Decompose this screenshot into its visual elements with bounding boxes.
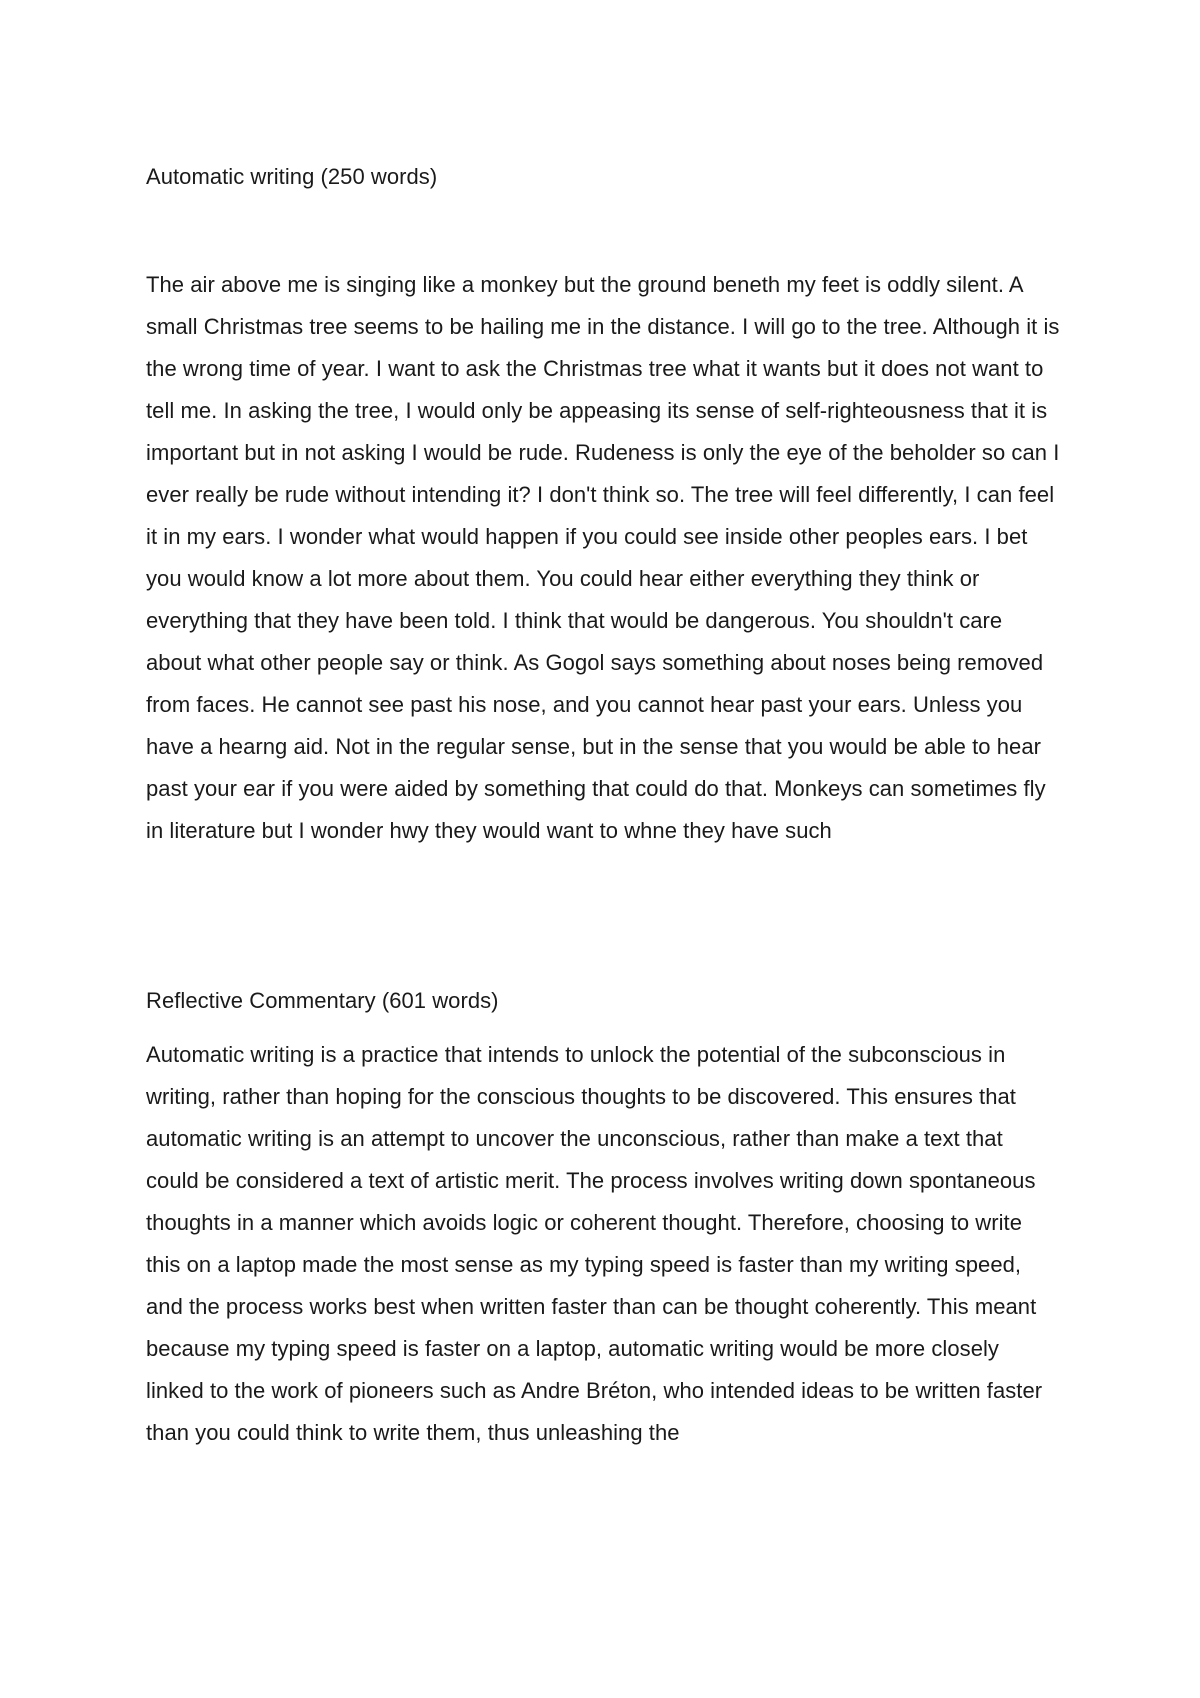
reflective-commentary-paragraph: Automatic writing is a practice that intends to unlock the potential of the subconscious in writing, rather than hoping for the conscious thoughts to be discovered. This ensures that automatic writing is an attempt to uncover the unconscious, rather than make a text that could be considered a text of artistic merit. The process involves writing down spontaneous thoughts in a manner which avoids logic or coherent thought. Therefore, choosing to write this on a laptop made the most sense as my typing speed is faster than my writing speed, and the process works best when written faster than can be thought coherently. This meant because my typing speed is faster on a laptop, automatic writing would be more closely linked to the work of pioneers such as Andre Bréton, who intended ideas to be written faster than you could think to write them, thus unleashing the (146, 1042, 1043, 1445)
document-body (146, 156, 1061, 1454)
section-heading-reflective-commentary: Reflective Commentary (601 words) (146, 988, 499, 1013)
section-heading-automatic-writing: Automatic writing (250 words) (146, 164, 438, 189)
automatic-writing-paragraph: The air above me is singing like a monkey but the ground beneth my feet is oddly silent. A small Christmas tree seems to be hailing me in the distance. I will go to the tree. Although it is the wrong time of year. I want to ask the Christmas tree what it wants but it does not want to tell me. In asking the tree, I would only be appeasing its sense of self-righteousness that it is important but in not asking I would be rude. Rudeness is only the eye of the beholder so can I ever really be rude without intending it? I don't think so. The tree will feel differently, I can feel it in my ears. I wonder what would happen if you could see inside other peoples ears. I bet you would know a lot more about them. You could hear either everything they think or everything that they have been told. I think that would be dangerous. You shouldn't care about what other people say or think. As Gogol says something about noses being removed from faces. He cannot see past his nose, and you cannot hear past your ears. Unless you have a hearng aid. Not in the regular sense, but in the sense that you would be able to hear past your ear if you were aided by something that could do that. Monkeys can sometimes fly in literature but I wonder hwy they would want to whne they have such (146, 272, 1060, 843)
